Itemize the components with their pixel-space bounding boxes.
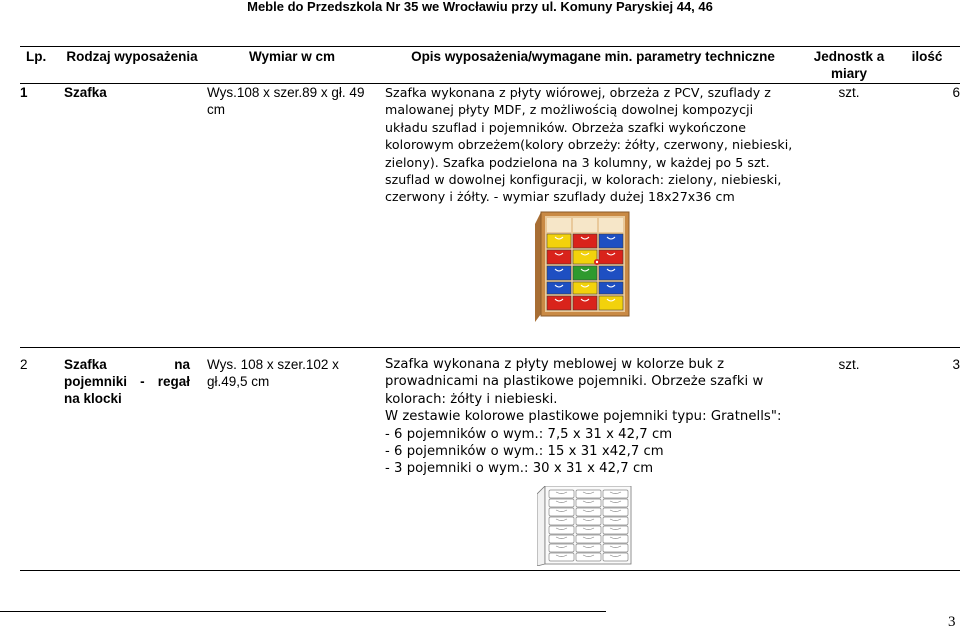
row-wymiar: Wys. 108 x szer.102 x gł.49,5 cm	[202, 348, 382, 571]
row-ilosc: 6	[894, 84, 960, 348]
cabinet-drawers-image	[535, 210, 804, 326]
page-number: 3	[948, 614, 956, 630]
table-row	[20, 84, 960, 348]
row-lp: 2	[20, 348, 62, 571]
row-jednostka: szt.	[804, 84, 894, 348]
row-opis-line: - 3 pojemniki o wym.: 30 x 31 x 42,7 cm	[385, 461, 654, 477]
specification-table	[20, 46, 960, 571]
cabinet-drawers-drawing	[535, 210, 631, 322]
row-opis-line: Szafka wykonana z płyty meblowej w kolorze buk z prowadnicami na plastikowe pojemniki. Obrzeże szafki w kolorach: żółty i niebieski.	[385, 357, 764, 407]
row-jednostka: szt.	[804, 348, 894, 571]
row-opis-cell	[382, 348, 804, 571]
container-shelf-drawing	[537, 486, 637, 566]
table-header-row	[20, 47, 960, 84]
row-wymiar: Wys.108 x szer.89 x gł. 49 cm	[202, 84, 382, 348]
row-opis-cell	[382, 84, 804, 348]
row-lp: 1	[20, 84, 62, 348]
row-opis-line: W zestawie kolorowe plastikowe pojemniki typu: Gratnells":	[385, 409, 782, 425]
header-lp: Lp.	[20, 47, 62, 84]
header-rodzaj: Rodzaj wyposażenia	[62, 47, 202, 84]
header-jednostka: Jednostk a miary	[804, 47, 894, 84]
header-wymiar: Wymiar w cm	[202, 47, 382, 84]
row-opis-line: - 6 pojemników o wym.: 15 x 31 x42,7 cm	[385, 444, 664, 460]
row-opis: Szafka wykonana z płyty wiórowej, obrzeża z PCV, szuflady z malowanej płyty MDF, z możliwością dowolnej kompozycji układu szuflad i pojemników. Obrzeża szafki wykończone kolorowym obrzeżem(kolory obrzeży: żółty, czerwony, niebieski, zielony). Szafka podzielona na 3 kolumny, w każdej po 5 szt. szuflad w dowolnej konfiguracji, w kolorach: zielony, niebieski, czerwony i żółty. - wymiar szuflady dużej 18x27x36 cm	[385, 85, 793, 205]
header-ilosc: ilość	[894, 47, 960, 84]
row-opis-line: - 6 pojemników o wym.: 7,5 x 31 x 42,7 cm	[385, 426, 673, 442]
row-rodzaj: Szafka	[62, 84, 202, 348]
header-opis: Opis wyposażenia/wymagane min. parametry techniczne	[382, 47, 804, 84]
row-opis	[385, 356, 804, 478]
page-title: Meble do Przedszkola Nr 35 we Wrocławiu przy ul. Komuny Paryskiej 44, 46	[247, 0, 713, 14]
container-shelf-image	[537, 486, 804, 570]
row-ilosc: 3	[894, 348, 960, 571]
row-rodzaj: Szafka na pojemniki - regał na klocki	[62, 348, 202, 571]
table-row	[20, 348, 960, 571]
footer-rule	[0, 611, 606, 612]
